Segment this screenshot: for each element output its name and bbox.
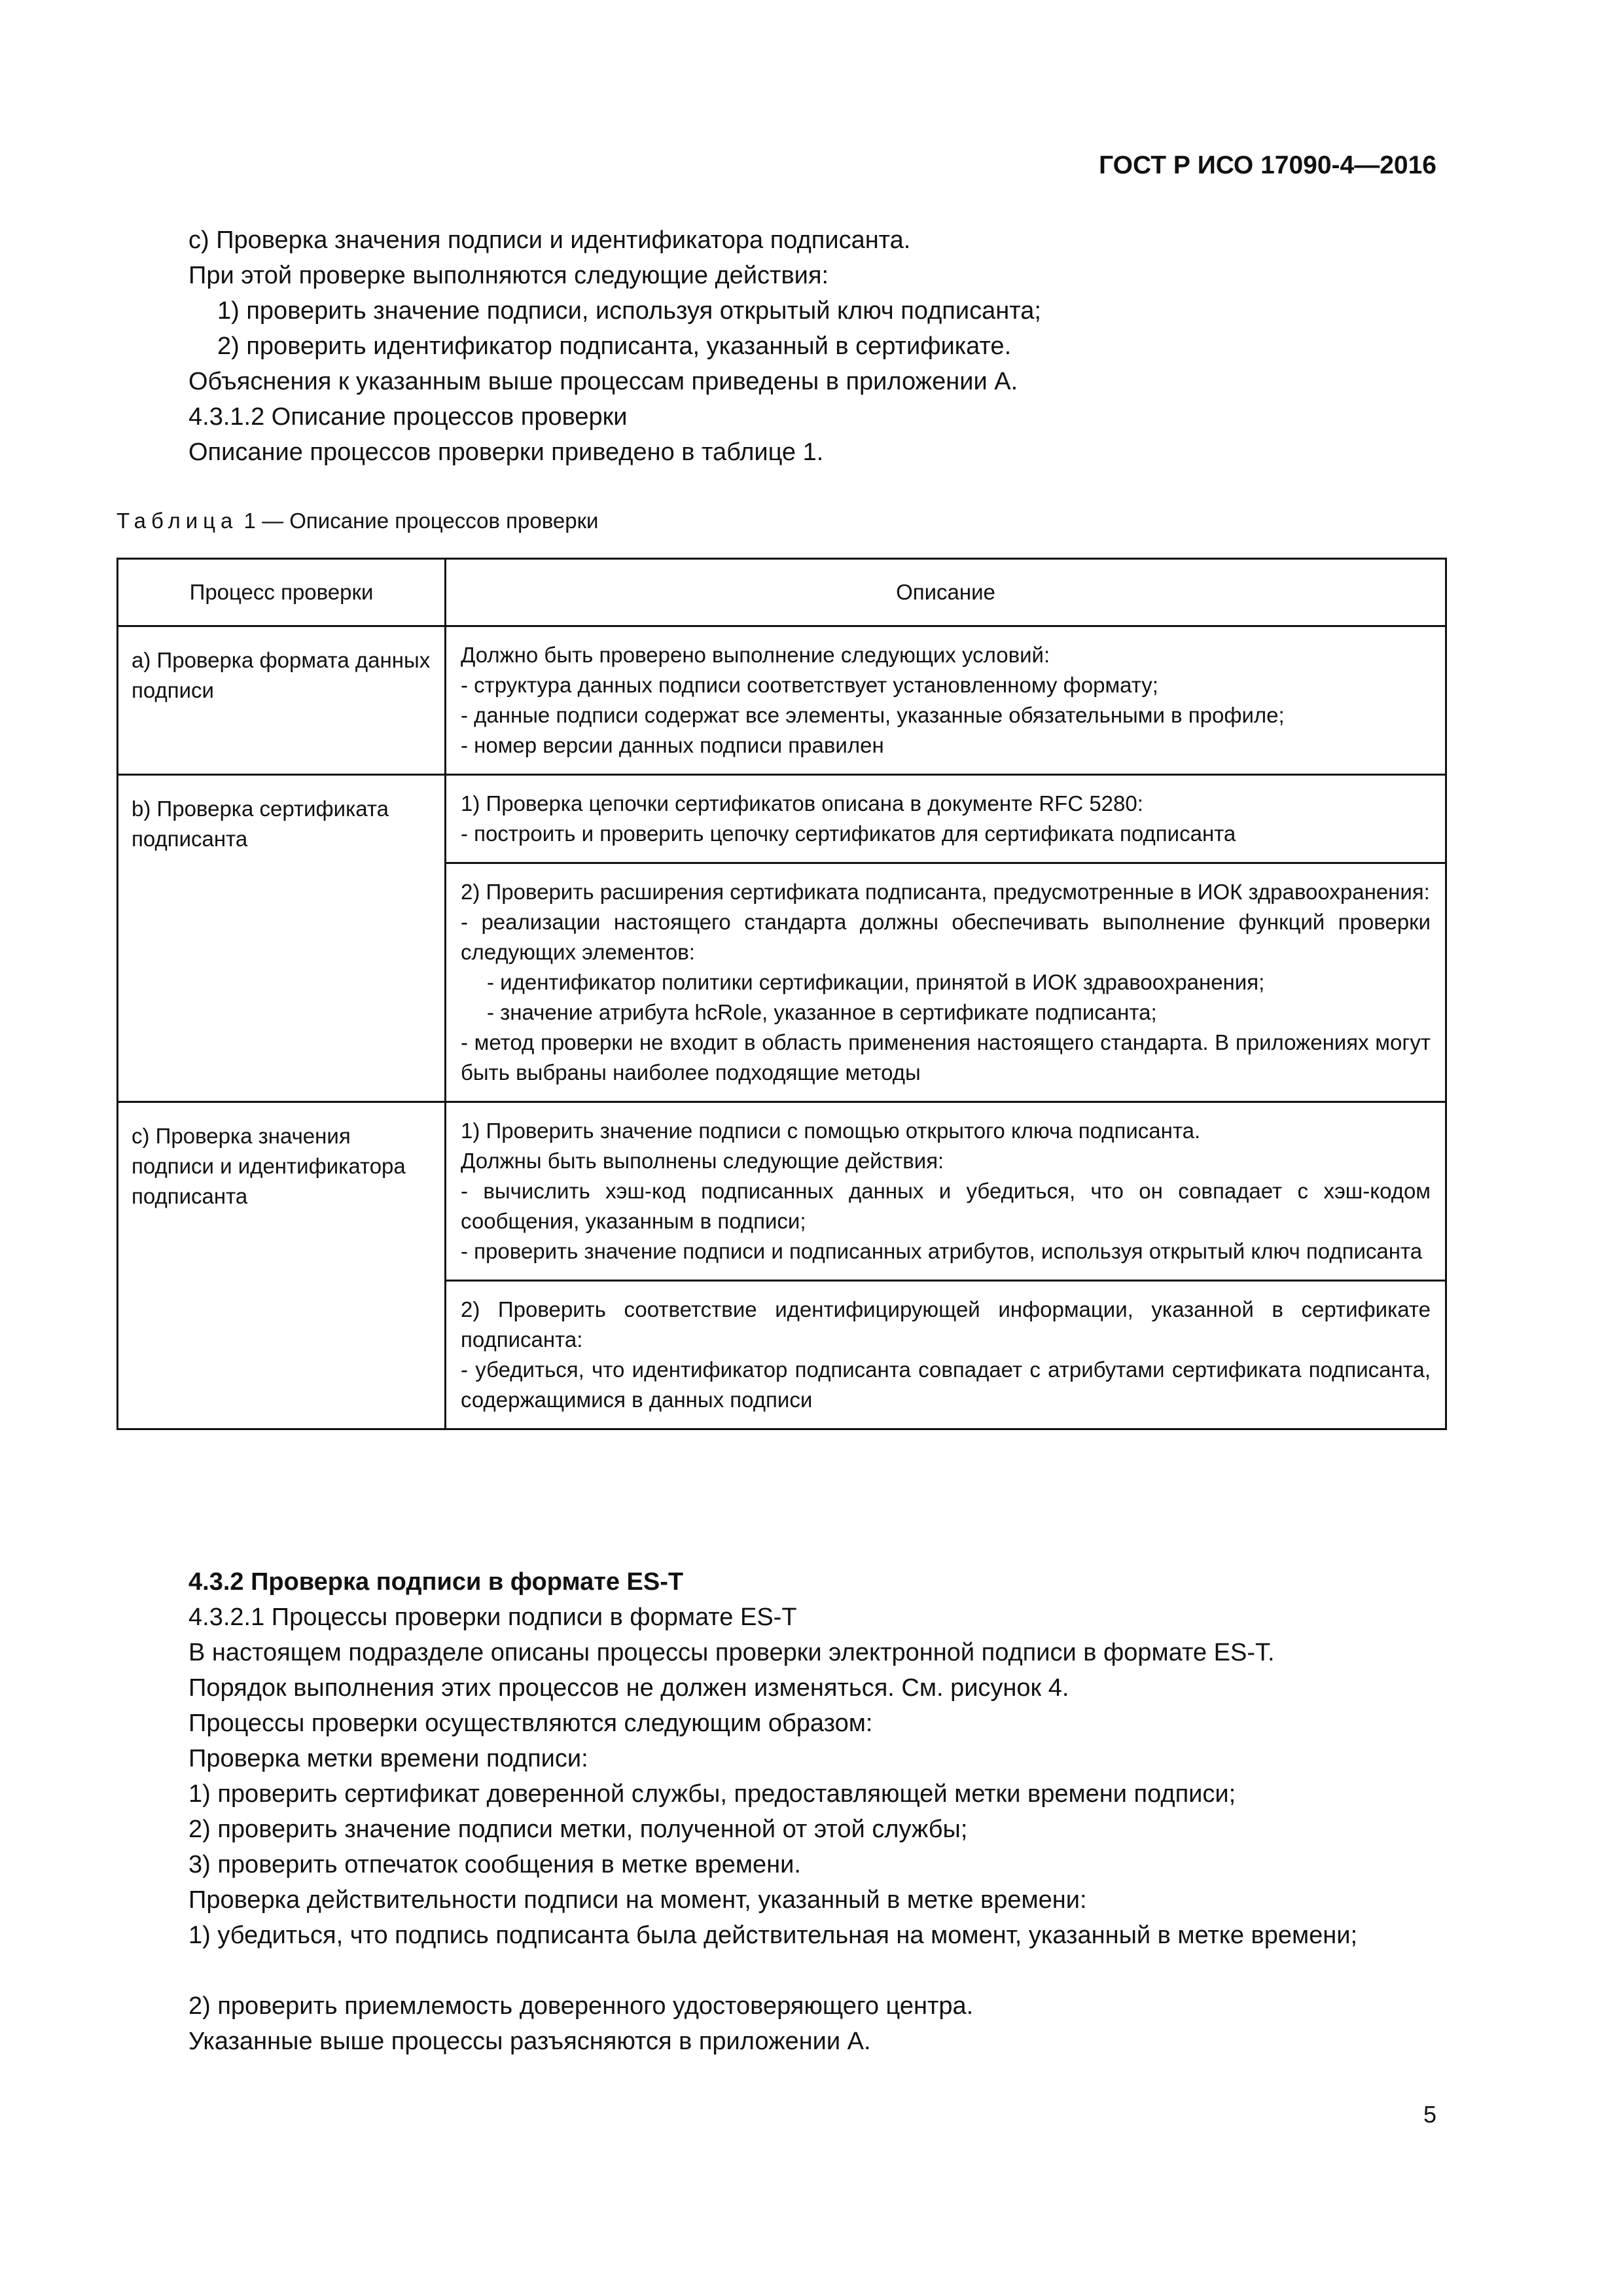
section-line: 1) проверить сертификат доверенной службы, предоставляющей метки времени подписи; xyxy=(188,1780,1236,1808)
description-line: - построить и проверить цепочку сертификатов для сертификата подписанта xyxy=(461,821,1236,846)
description-line: - идентификатор политики сертификации, принятой в ИОК здравоохранения; xyxy=(487,970,1265,994)
description-cell xyxy=(446,1102,1446,1281)
process-cell: а) Проверка формата данных подписи xyxy=(118,626,446,775)
table-caption-prefix: Таблица xyxy=(116,509,238,533)
table-caption-title: 1 — Описание процессов проверки xyxy=(238,509,599,533)
description-line: - структура данных подписи соответствует установленному формату; xyxy=(461,673,1158,697)
page-number: 5 xyxy=(1423,2101,1436,2128)
subsection-heading: 4.3.1.2 Описание процессов проверки xyxy=(188,403,628,431)
intro-line: c) Проверка значения подписи и идентификатора подписанта. xyxy=(188,226,911,254)
description-line: 2) Проверить соответствие идентифицирующей информации, указанной в сертификате подписанта: xyxy=(461,1297,1431,1352)
description-line: Должны быть выполнены следующие действия: xyxy=(461,1149,944,1173)
description-line: - проверить значение подписи и подписанных атрибутов, используя открытый ключ подписанта xyxy=(461,1239,1423,1263)
section-line: 3) проверить отпечаток сообщения в метке времени. xyxy=(188,1851,801,1878)
process-cell: c) Проверка значения подписи и идентификатора подписанта xyxy=(118,1102,446,1429)
description-line: 1) Проверка цепочки сертификатов описана в документе RFC 5280: xyxy=(461,791,1143,816)
intro-line: Объяснения к указанным выше процессам приведены в приложении А. xyxy=(188,368,1018,395)
section-line: 4.3.2.1 Процессы проверки подписи в формате ES-T xyxy=(188,1604,797,1631)
document-id-header: ГОСТ Р ИСО 17090-4—2016 xyxy=(1099,151,1436,179)
description-line: - метод проверки не входит в область применения настоящего стандарта. В приложениях могут быть выбраны наиболее подходящие методы xyxy=(461,1030,1431,1085)
table-caption xyxy=(116,509,598,533)
section-line: Процессы проверки осуществляются следующим образом: xyxy=(188,1710,873,1737)
section-line: 2) проверить значение подписи метки, полученной от этой службы; xyxy=(188,1816,968,1843)
description-cell xyxy=(446,775,1446,863)
verification-process-table xyxy=(116,558,1447,1430)
section-line: Порядок выполнения этих процессов не должен изменяться. См. рисунок 4. xyxy=(188,1674,1069,1702)
description-line: - убедиться, что идентификатор подписанта совпадает с атрибутами сертификата подписанта, содержащимися в данных подписи xyxy=(461,1357,1431,1412)
description-line: - вычислить хэш-код подписанных данных и убедиться, что он совпадает с хэш-кодом сообщения, указанным в подписи; xyxy=(461,1179,1431,1233)
section-line: В настоящем подразделе описаны процессы проверки электронной подписи в формате ES-T. xyxy=(188,1639,1275,1666)
description-cell xyxy=(446,1281,1446,1429)
column-header-description: Описание xyxy=(446,559,1446,626)
table-row xyxy=(118,775,1446,863)
section-line xyxy=(188,1918,1436,1953)
intro-line: Описание процессов проверки приведено в таблице 1. xyxy=(188,439,824,466)
intro-line: 2) проверить идентификатор подписанта, указанный в сертификате. xyxy=(217,332,1012,360)
table-row xyxy=(118,1102,1446,1281)
description-line: - реализации настоящего стандарта должны обеспечивать выполнение функций проверки следующих элементов: xyxy=(461,910,1431,964)
description-line: Должно быть проверено выполнение следующих условий: xyxy=(461,643,1050,667)
description-cell xyxy=(446,626,1446,775)
section-heading: 4.3.2 Проверка подписи в формате ES-T xyxy=(188,1568,684,1596)
column-header-process: Процесс проверки xyxy=(118,559,446,626)
intro-line: 1) проверить значение подписи, используя открытый ключ подписанта; xyxy=(217,297,1041,325)
description-line: - номер версии данных подписи правилен xyxy=(461,733,884,757)
section-line: 2) проверить приемлемость доверенного удостоверяющего центра. xyxy=(188,1992,974,2020)
description-cell xyxy=(446,863,1446,1102)
intro-line: При этой проверке выполняются следующие действия: xyxy=(188,262,829,289)
table-row xyxy=(118,626,1446,775)
section-line-text: 1) убедиться, что подпись подписанта была действительная на момент, указанный в метке времени; xyxy=(188,1922,1358,1949)
process-cell: b) Проверка сертификата подписанта xyxy=(118,775,446,1102)
description-line: 2) Проверить расширения сертификата подписанта, предусмотренные в ИОК здравоохранения: xyxy=(461,880,1430,904)
table-header-row xyxy=(118,559,1446,626)
section-line: Проверка действительности подписи на момент, указанный в метке времени: xyxy=(188,1886,1087,1914)
section-line: Проверка метки времени подписи: xyxy=(188,1745,588,1772)
description-line: - данные подписи содержат все элементы, указанные обязательными в профиле; xyxy=(461,703,1285,727)
section-line: Указанные выше процессы разъясняются в приложении А. xyxy=(188,2028,871,2055)
description-line: - значение атрибута hcRole, указанное в сертификате подписанта; xyxy=(487,1000,1157,1024)
description-line: 1) Проверить значение подписи с помощью открытого ключа подписанта. xyxy=(461,1119,1201,1143)
